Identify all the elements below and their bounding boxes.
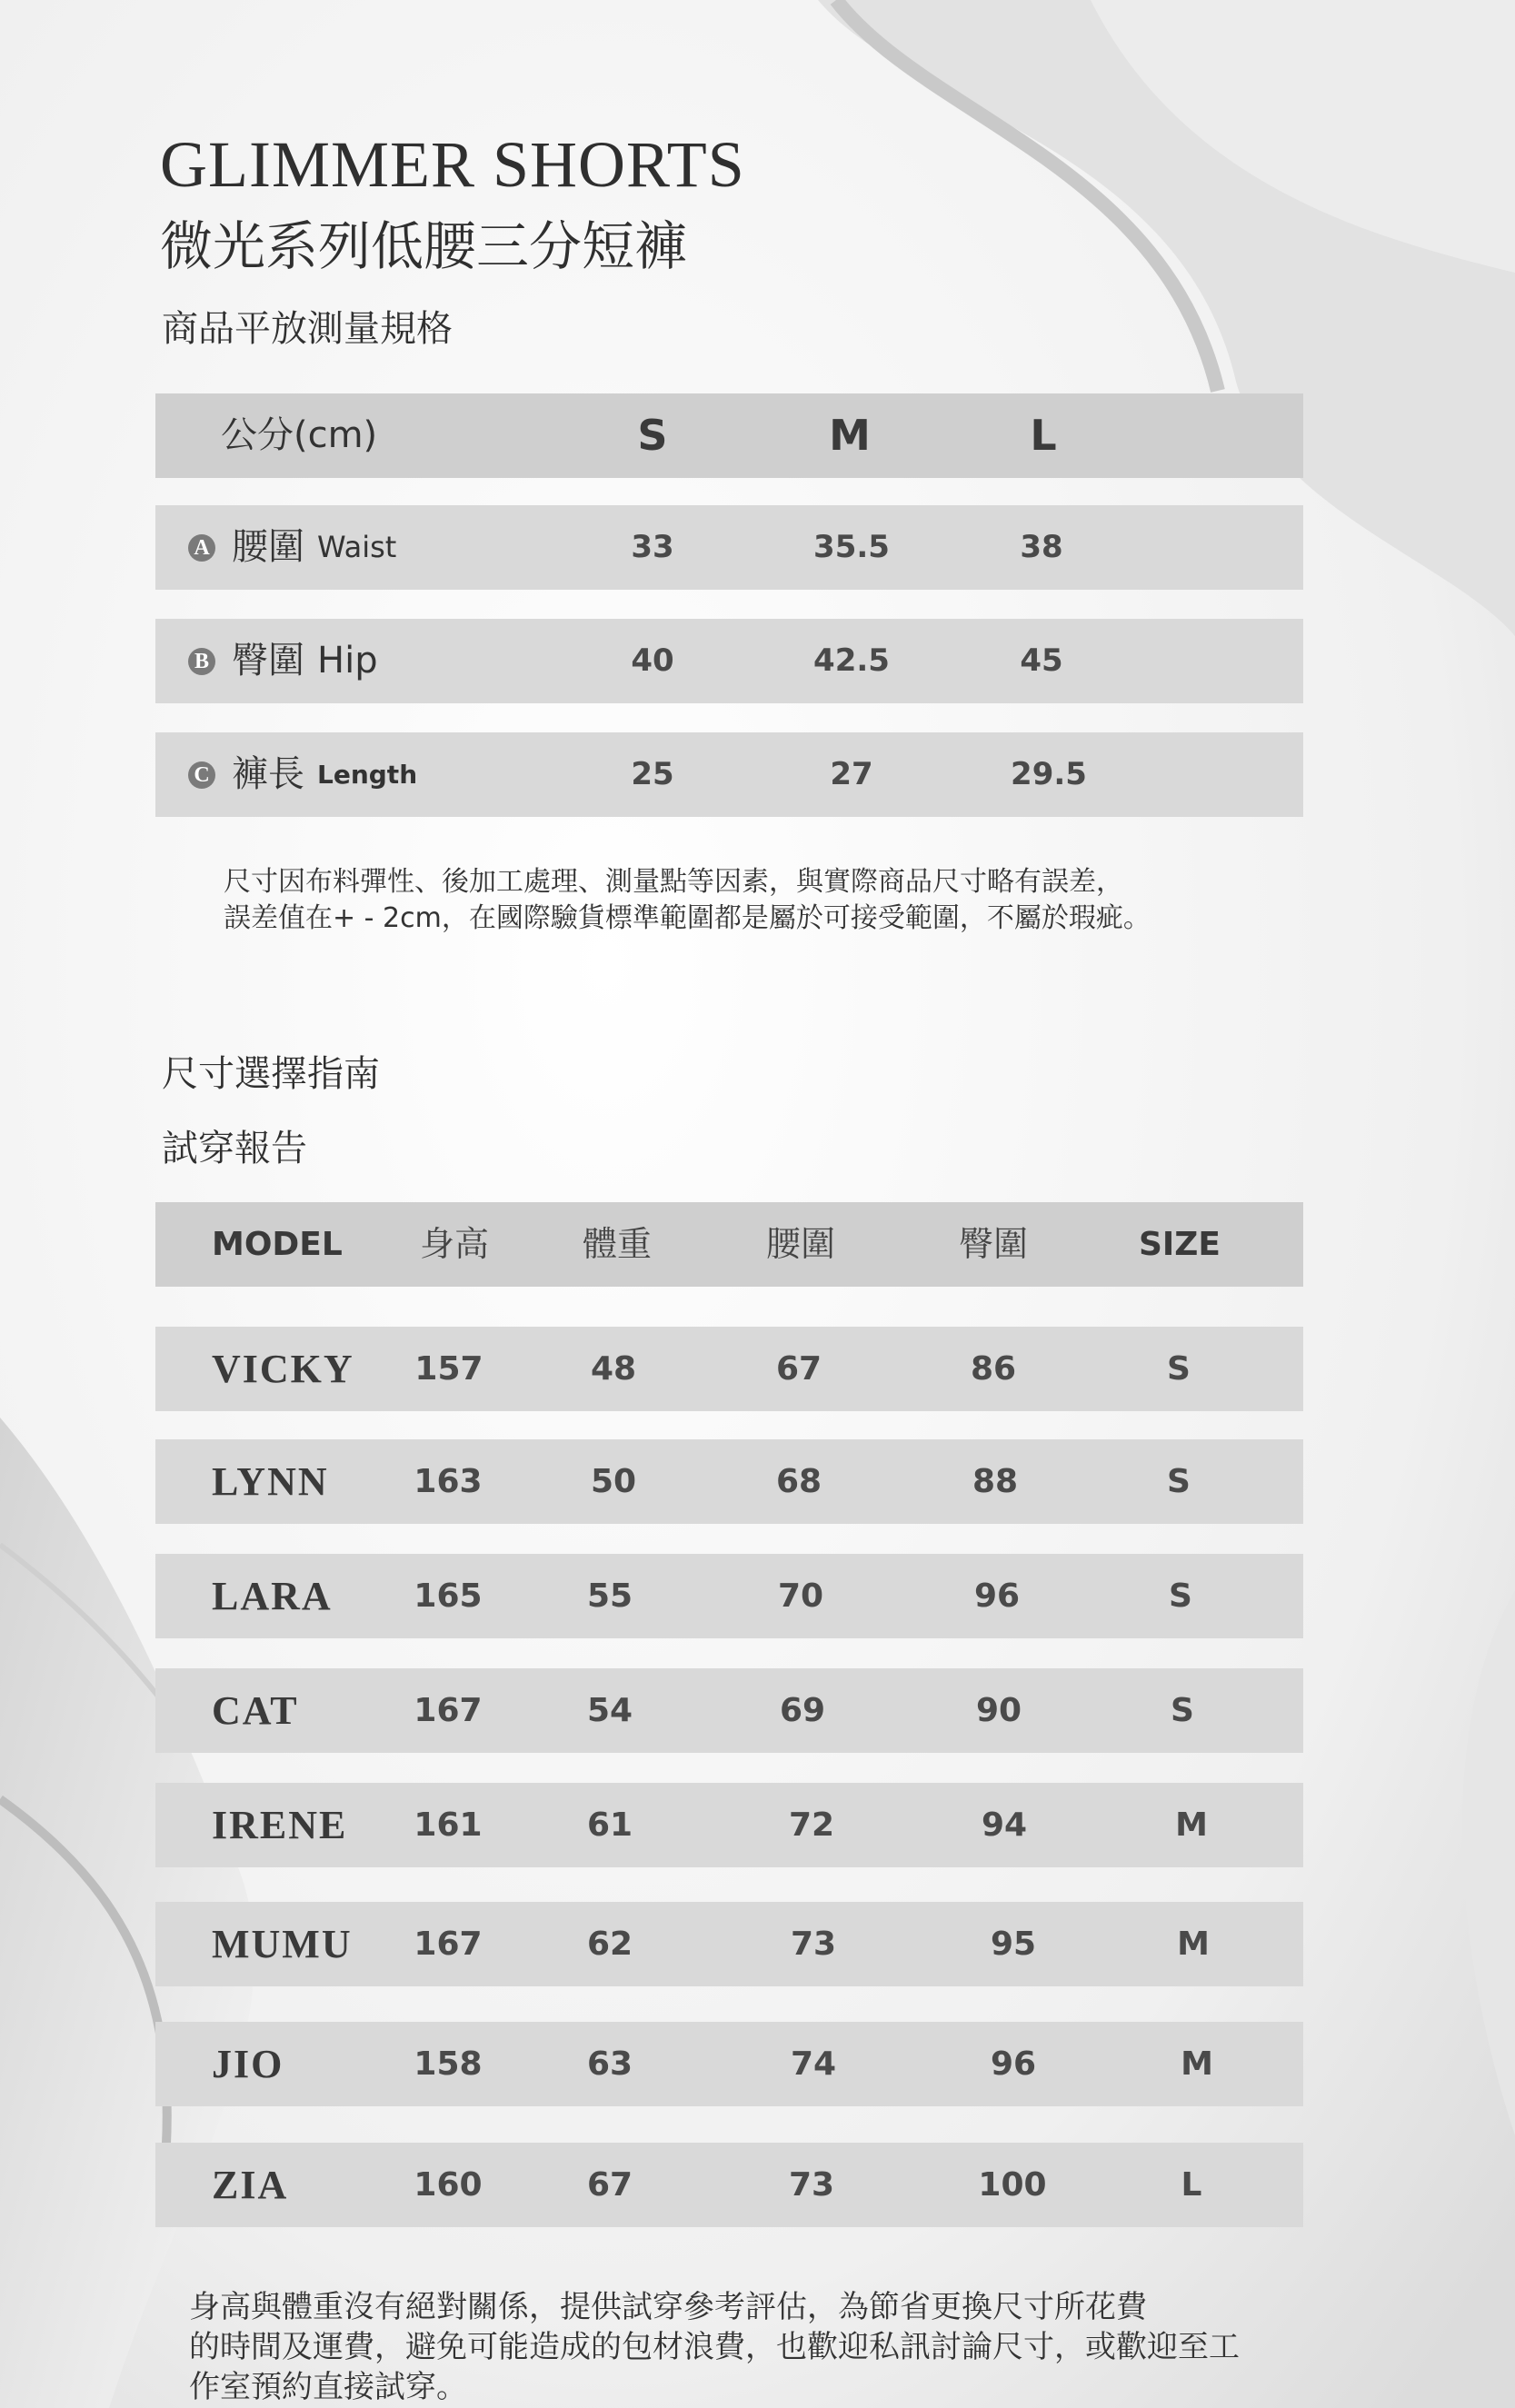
model-size: L <box>1181 2166 1202 2204</box>
badge-c: C <box>188 761 215 789</box>
model-name: VICKY <box>212 1347 354 1391</box>
model-weight: 67 <box>586 2166 633 2204</box>
measure-row-waist <box>155 505 1303 590</box>
model-height: 167 <box>414 1925 483 1963</box>
model-row <box>155 1327 1303 1411</box>
model-weight: 54 <box>586 1692 633 1729</box>
model-size: S <box>1167 1350 1191 1388</box>
measure-value: 33 <box>631 529 674 565</box>
model-name: CAT <box>212 1688 299 1733</box>
badge-a: A <box>188 534 215 562</box>
measure-value: 35.5 <box>813 529 890 565</box>
model-height: 167 <box>414 1692 483 1729</box>
model-height: 160 <box>414 2166 483 2204</box>
measure-name: 褲長 <box>232 753 304 795</box>
badge-b: B <box>188 648 215 675</box>
model-name: LYNN <box>212 1459 329 1504</box>
product-title-zh: 微光系列低腰三分短褲 <box>160 215 688 277</box>
measure-label-hip <box>188 619 378 703</box>
model-row <box>155 2022 1303 2106</box>
measure-row-hip <box>155 619 1303 703</box>
col-hip: 臀圍 <box>958 1224 1029 1264</box>
model-name: ZIA <box>212 2163 289 2207</box>
col-waist: 腰圍 <box>765 1224 836 1264</box>
guide-note-line3: 作室預約直接試穿。 <box>189 2369 467 2405</box>
measure-sub: Waist <box>317 530 397 564</box>
model-size: M <box>1177 1925 1210 1963</box>
model-hip: 86 <box>970 1350 1017 1388</box>
measure-value: 45 <box>1020 642 1063 679</box>
model-weight: 62 <box>586 1925 633 1963</box>
guide-note-line2: 的時間及運費，避免可能造成的包材浪費，也歡迎私訊討論尺寸，或歡迎至工 <box>189 2329 1240 2365</box>
model-waist: 67 <box>775 1350 822 1388</box>
model-hip: 100 <box>978 2166 1047 2204</box>
model-weight: 50 <box>590 1463 637 1500</box>
size-header-l: L <box>1030 411 1057 460</box>
model-height: 163 <box>414 1463 483 1500</box>
model-hip: 96 <box>973 1577 1021 1615</box>
measure-name: 臀圍 <box>232 640 304 682</box>
model-size: M <box>1181 2045 1213 2083</box>
measure-note-line2: 誤差值在+ - 2cm，在國際驗貨標準範圍都是屬於可接受範圍，不屬於瑕疵。 <box>224 902 1151 934</box>
col-size: SIZE <box>1138 1226 1221 1263</box>
measure-value: 40 <box>631 642 674 679</box>
model-row <box>155 2143 1303 2227</box>
model-weight: 63 <box>586 2045 633 2083</box>
col-height: 身高 <box>419 1224 490 1264</box>
model-row <box>155 1783 1303 1867</box>
model-hip: 95 <box>990 1925 1037 1963</box>
model-size: S <box>1171 1692 1194 1729</box>
model-height: 157 <box>414 1350 483 1388</box>
model-waist: 74 <box>790 2045 837 2083</box>
measure-note-line1: 尺寸因布料彈性、後加工處理、測量點等因素，與實際商品尺寸略有誤差， <box>224 866 1123 898</box>
size-header-s: S <box>637 411 668 460</box>
measure-label-length <box>188 732 417 817</box>
model-row <box>155 1668 1303 1753</box>
measure-sub: Length <box>317 760 418 790</box>
measure-value: 27 <box>830 756 873 792</box>
col-model: MODEL <box>212 1226 343 1263</box>
measure-value: 29.5 <box>1011 756 1087 792</box>
model-waist: 72 <box>788 1806 835 1844</box>
model-weight: 55 <box>586 1577 633 1615</box>
measure-section-title: 商品平放測量規格 <box>162 308 453 350</box>
measure-value: 38 <box>1020 529 1063 565</box>
measure-label-waist <box>188 505 396 590</box>
model-weight: 48 <box>590 1350 637 1388</box>
model-height: 161 <box>414 1806 483 1844</box>
measure-row-length <box>155 732 1303 817</box>
model-waist: 68 <box>775 1463 822 1500</box>
measure-sub: Hip <box>317 640 378 682</box>
model-hip: 88 <box>972 1463 1019 1500</box>
model-name: MUMU <box>212 1922 353 1966</box>
model-name: JIO <box>212 2042 284 2086</box>
unit-label: 公分(cm) <box>221 414 378 456</box>
model-row <box>155 1902 1303 1986</box>
model-size: S <box>1169 1577 1192 1615</box>
model-hip: 94 <box>981 1806 1028 1844</box>
model-waist: 69 <box>779 1692 826 1729</box>
measure-value: 42.5 <box>813 642 890 679</box>
model-header-row <box>155 1202 1303 1287</box>
model-row <box>155 1554 1303 1638</box>
col-weight: 體重 <box>582 1224 653 1264</box>
report-section-title: 試穿報告 <box>162 1128 307 1169</box>
measure-name: 腰圍 <box>232 526 304 568</box>
model-waist: 73 <box>788 2166 835 2204</box>
model-weight: 61 <box>586 1806 633 1844</box>
model-waist: 73 <box>790 1925 837 1963</box>
model-height: 158 <box>414 2045 483 2083</box>
model-hip: 96 <box>990 2045 1037 2083</box>
size-header-m: M <box>829 411 871 460</box>
guide-section-title: 尺寸選擇指南 <box>162 1053 380 1095</box>
model-size: M <box>1175 1806 1208 1844</box>
measure-value: 25 <box>631 756 674 792</box>
product-title-en: GLIMMER SHORTS <box>160 128 745 201</box>
guide-note-line1: 身高與體重沒有絕對關係，提供試穿參考評估，為節省更換尺寸所花費 <box>189 2289 1147 2325</box>
model-name: LARA <box>212 1574 333 1618</box>
model-hip: 90 <box>975 1692 1022 1729</box>
model-waist: 70 <box>777 1577 824 1615</box>
model-size: S <box>1167 1463 1191 1500</box>
measure-header-row <box>155 393 1303 478</box>
model-name: IRENE <box>212 1803 348 1847</box>
model-height: 165 <box>414 1577 483 1615</box>
model-row <box>155 1439 1303 1524</box>
